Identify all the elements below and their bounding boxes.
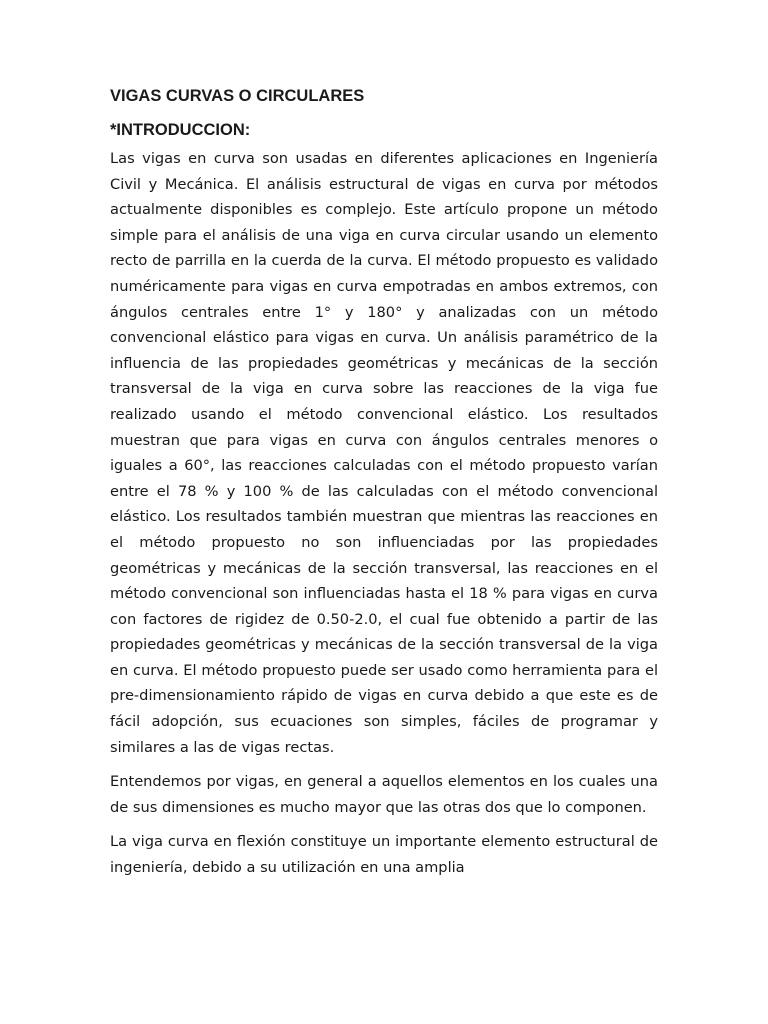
document-title: VIGAS CURVAS O CIRCULARES: [110, 87, 365, 105]
paragraph-introduction: Las vigas en curva son usadas en diferentes aplicaciones en Ingeniería Civil y Mecánica. El análisis estructural de vigas en curva por métodos actualmente disponibles es complejo. Este artículo propone un método simple para el análisis de una viga en curva circular usando un elemento recto de parrilla en la cuerda de la curva. El método propuesto es validado numéricamente para vigas en curva empotradas en ambos extremos, con ángulos centrales entre 1° y 180° y analizadas con un método convencional elástico para vigas en curva. Un análisis paramétrico de la influencia de las propiedades geométricas y mecánicas de la sección transversal de la viga en curva sobre las reacciones de la viga fue realizado usando el método convencional elástico. Los resultados muestran que para vigas en curva con ángulos centrales menores o iguales a 60°, las reacciones calculadas con el método propuesto varían entre el 78 % y 100 % de las calculadas con el método convencional elástico. Los resultados también muestran que mientras las reacciones en el método propuesto no son influenciadas por las propiedades geométricas y mecánicas de la sección transversal, las reacciones en el método convencional son influenciadas hasta el 18 % para vigas en curva con factores de rigidez de 0.50-2.0, el cual fue obtenido a partir de las propiedades geométricas y mecánicas de la sección transversal de la viga en curva. El método propuesto puede ser usado como herramienta para el pre-dimensionamiento rápido de vigas en curva debido a que este es de fácil adopción, sus ecuaciones son simples, fáciles de programar y similares a las de vigas rectas.: [110, 150, 658, 756]
document-page: [110, 84, 658, 890]
section-heading: *INTRODUCCION:: [110, 121, 251, 139]
paragraph-definition: Entendemos por vigas, en general a aquellos elementos en los cuales una de sus dimensiones es mucho mayor que las otras dos que lo componen.: [110, 773, 658, 816]
paragraph-curved-beam: La viga curva en flexión constituye un importante elemento estructural de ingeniería, debido a su utilización en una amplia: [110, 833, 658, 877]
